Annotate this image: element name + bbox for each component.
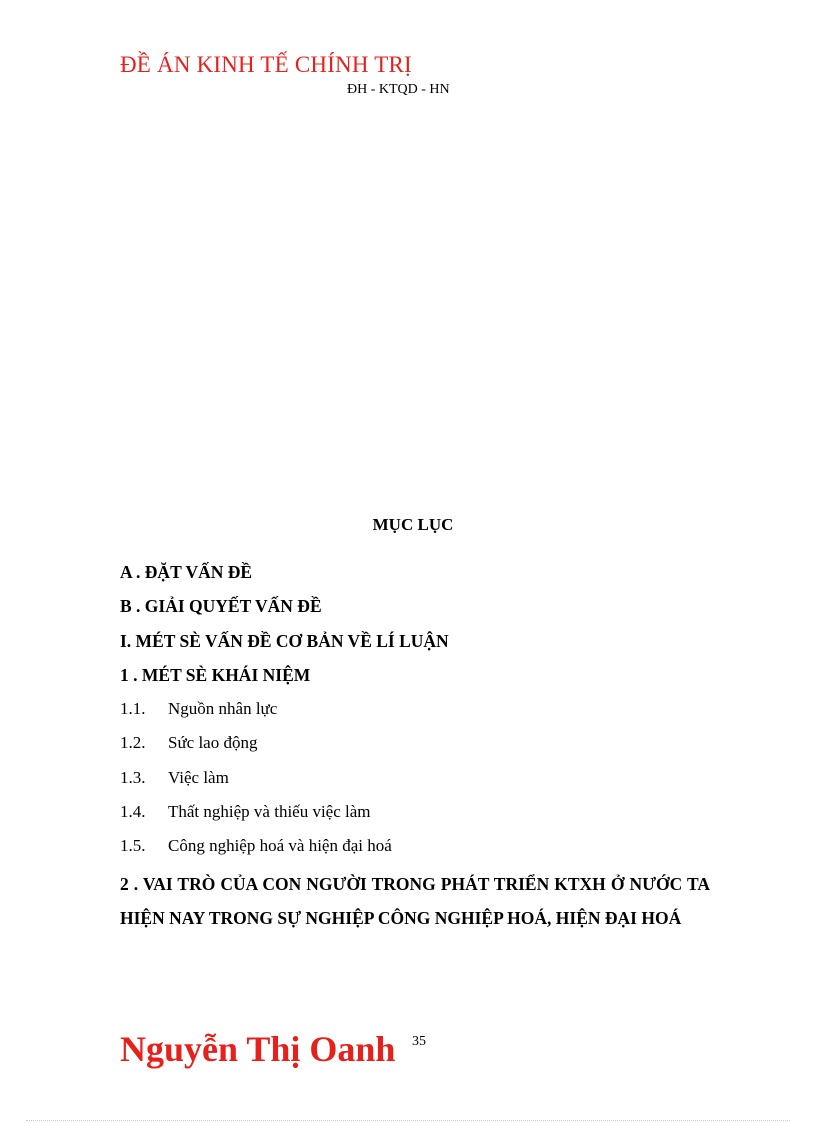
toc-subitem-text: Sức lao động <box>168 733 258 753</box>
toc-subitem-text: Nguồn nhân lực <box>168 699 278 719</box>
toc-entry-subsection-1: 1 . MÉT SÈ KHÁI NIỆM <box>120 664 311 685</box>
document-header-title: ĐỀ ÁN KINH TẾ CHÍNH TRỊ <box>120 52 412 77</box>
toc-subitem <box>120 798 710 832</box>
toc-subitem-number: 1.3. <box>120 767 146 787</box>
toc-subitem-number: 1.5. <box>120 836 146 856</box>
toc-subitem <box>120 729 710 763</box>
toc-subitem-text: Công nghiệp hoá và hiện đại hoá <box>168 836 392 856</box>
toc-entry-a: A . ĐẶT VẤN ĐỀ <box>120 562 253 582</box>
toc-entry-section-1: I. MÉT SÈ VẤN ĐỀ CƠ BẢN VỀ LÍ LUẬN <box>120 630 449 651</box>
author-name: Nguyễn Thị Oanh <box>120 1029 396 1069</box>
toc-subitem-number: 1.2. <box>120 733 146 753</box>
toc-subitem <box>120 832 710 866</box>
toc-subitem-text: Việc làm <box>168 767 229 787</box>
document-header-subtitle: ĐH - KTQD - HN <box>347 82 450 97</box>
toc-subitem <box>120 764 710 798</box>
toc-subitem-text: Thất nghiệp và thiếu việc làm <box>168 802 371 822</box>
page-number: 35 <box>412 1034 426 1049</box>
toc-subitem-number: 1.1. <box>120 699 146 719</box>
toc-entry-subsection-2: 2 . VAI TRÒ CỦA CON NGƯỜI TRONG PHÁT TRIỂN KTXH Ở NƯỚC TA HIỆN NAY TRONG SỰ NGHIỆP CÔNG NGHIỆP HOÁ, HIỆN ĐẠI HOÁ <box>120 873 710 928</box>
toc-entry-b: B . GIẢI QUYẾT VẤN ĐỀ <box>120 596 322 617</box>
table-of-contents <box>120 558 710 935</box>
page-bottom-divider <box>26 1120 790 1121</box>
toc-title: MỤC LỤC <box>372 515 454 534</box>
toc-subitem <box>120 695 710 729</box>
toc-subitem-number: 1.4. <box>120 802 146 822</box>
